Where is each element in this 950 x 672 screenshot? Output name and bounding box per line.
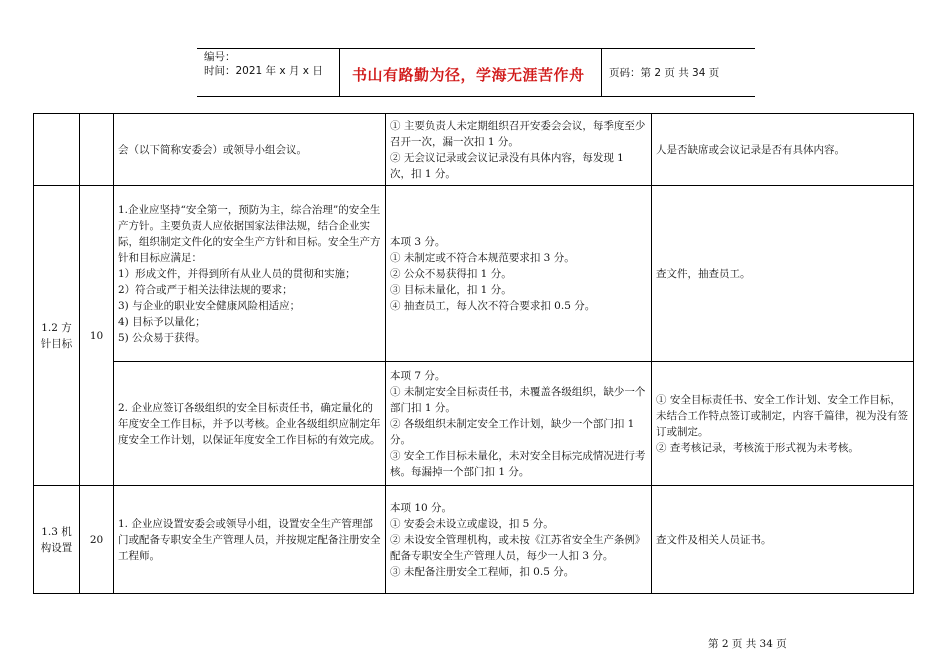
scoring-line: ① 安委会未设立或虚设，扣 5 分。 — [390, 517, 554, 530]
method-line: ② 查考核记录，考核流于形式视为未考核。 — [656, 441, 859, 454]
content-line: 1.企业应坚持“安全第一，预防为主，综合治理”的安全生产方针。主要负责人应依据国家法律法规，结合企业实际，组织制定文件化的安全生产方针和目标。安全生产方针和目标应满足： — [118, 203, 381, 264]
page-footer: 第 2 页 共 34 页 — [708, 638, 787, 650]
content-cell: 会（以下简称安委会）或领导小组会议。 — [114, 114, 386, 186]
method-line: ① 安全目标责任书、安全工作计划、安全工作目标，未结合工作特点签订或制定，内容千篇律，视为没有签订或制定。 — [656, 393, 908, 438]
method-cell: 人是否缺席或会议记录是否有具体内容。 — [652, 114, 914, 186]
doc-time-label: 时间：2021 年 x 月 x 日 — [204, 65, 323, 77]
content-cell: 2. 企业应签订各级组织的安全目标责任书，确定量化的年度安全工作目标，并予以考核。企业各级组织应制定年度安全工作计划，以保证年度安全工作目标的有效完成。 — [114, 362, 386, 486]
item-cell: 1.3 机构设置 — [34, 486, 80, 594]
score-cell: 20 — [80, 486, 114, 594]
doc-number-label: 编号： — [204, 51, 236, 63]
table-row — [34, 362, 914, 486]
item-cell: 1.2 方针目标 — [34, 186, 80, 486]
score-cell — [80, 114, 114, 186]
scoring-line: ② 未设安全管理机构，或未按《江苏省安全生产条例》配备专职安全生产管理人员，每少一人扣 3 分。 — [390, 533, 646, 562]
content-line: 3) 与企业的职业安全健康风险相适应； — [118, 299, 301, 312]
header-top-rule — [197, 48, 755, 49]
evaluation-table — [33, 113, 914, 594]
table-row — [34, 186, 914, 362]
scoring-cell — [386, 362, 652, 486]
scoring-cell — [386, 114, 652, 186]
scoring-cell — [386, 486, 652, 594]
header-bottom-rule — [197, 96, 755, 97]
scoring-line: ① 未制定或不符合本规范要求扣 3 分。 — [390, 251, 575, 264]
method-cell — [652, 362, 914, 486]
content-cell — [114, 186, 386, 362]
content-line: 4) 目标予以量化； — [118, 315, 206, 328]
scoring-line: ① 主要负责人未定期组织召开安委会会议，每季度至少召开一次，漏一次扣 1 分。 — [390, 119, 646, 148]
scoring-line: ④ 抽查员工，每人次不符合要求扣 0.5 分。 — [390, 299, 596, 312]
scoring-cell — [386, 186, 652, 362]
scoring-line: ③ 目标未量化，扣 1 分。 — [390, 283, 512, 296]
header-divider-2 — [601, 48, 602, 97]
scoring-line: 本项 3 分。 — [390, 235, 446, 248]
scoring-line: ② 公众不易获得扣 1 分。 — [390, 267, 512, 280]
content-line: 5) 公众易于获得。 — [118, 331, 206, 344]
table-row — [34, 486, 914, 594]
scoring-line: 本项 10 分。 — [390, 501, 453, 514]
scoring-line: ② 无会议记录或会议记录没有具体内容，每发现 1 次，扣 1 分。 — [390, 151, 624, 180]
content-line: 2）符合或严于相关法律法规的要求； — [118, 283, 293, 296]
scoring-line: ① 未制定安全目标责任书，未覆盖各级组织，缺少一个部门扣 1 分。 — [390, 385, 646, 414]
method-cell: 查文件及相关人员证书。 — [652, 486, 914, 594]
scoring-line: ③ 安全工作目标未量化，未对安全目标完成情况进行考核。每漏掉一个部门扣 1 分。 — [390, 449, 646, 478]
content-line: 1）形成文件，并得到所有从业人员的贯彻和实施； — [118, 267, 356, 280]
scoring-line: ② 各级组织未制定安全工作计划，缺少一个部门扣 1 分。 — [390, 417, 635, 446]
method-cell: 查文件，抽查员工。 — [652, 186, 914, 362]
score-cell: 10 — [80, 186, 114, 486]
header-divider-1 — [339, 48, 340, 97]
scoring-line: 本项 7 分。 — [390, 369, 446, 382]
page-indicator: 页码：第 2 页 共 34 页 — [609, 67, 720, 79]
scoring-line: ③ 未配备注册安全工程师，扣 0.5 分。 — [390, 565, 575, 578]
table-row — [34, 114, 914, 186]
item-cell — [34, 114, 80, 186]
header-slogan: 书山有路勤为径，学海无涯苦作舟 — [352, 66, 585, 84]
content-cell: 1. 企业应设置安委会或领导小组，设置安全生产管理部门或配备专职安全生产管理人员，并按规定配备注册安全工程师。 — [114, 486, 386, 594]
